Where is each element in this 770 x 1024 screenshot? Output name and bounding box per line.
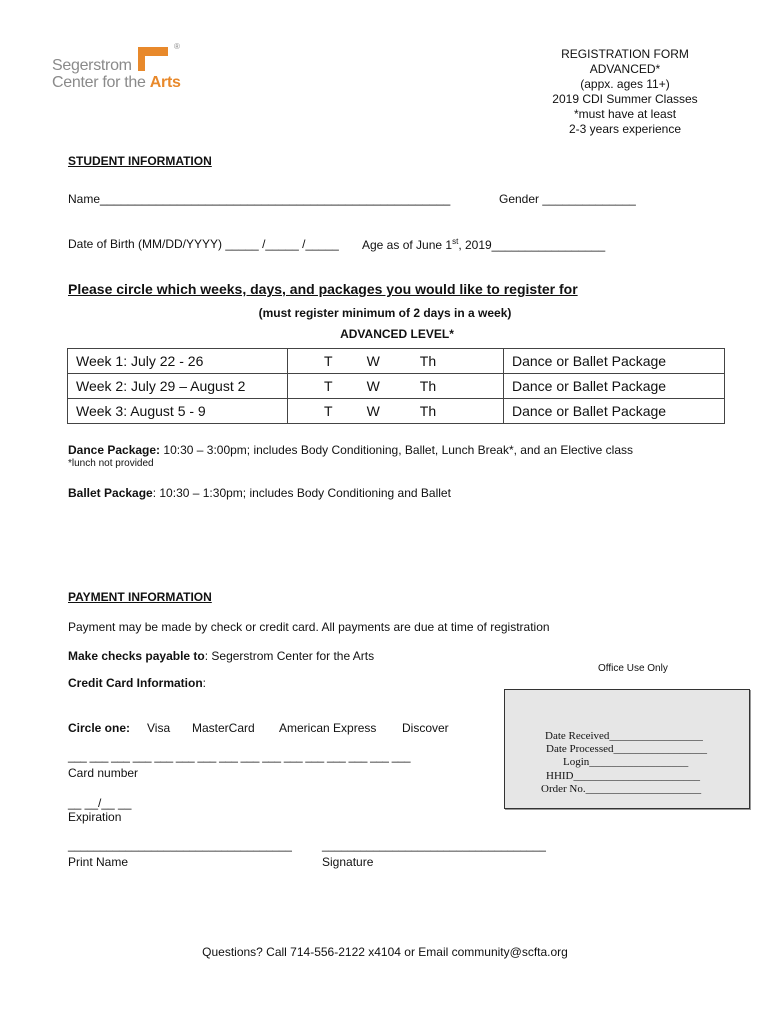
form-header [525,47,725,137]
package-cell[interactable]: Dance or Ballet Package [504,349,725,374]
dance-package-desc [68,443,633,457]
day-option[interactable]: T [324,353,333,369]
office-line: Order No._____________________ [541,783,702,795]
week-cell[interactable]: Week 2: July 29 – August 2 [68,374,288,399]
logo-line1: Segerstrom [52,57,132,74]
checks-text: : Segerstrom Center for the Arts [204,649,375,663]
week-cell[interactable]: Week 3: August 5 - 9 [68,399,288,424]
day-option[interactable]: W [366,353,380,369]
day-option[interactable]: Th [419,378,437,394]
office-use-box [504,689,750,809]
expiration-blanks[interactable]: __ __/__ __ [68,796,132,810]
circle-one-label: Circle one: [68,721,131,735]
week-cell[interactable]: Week 1: July 22 - 26 [68,349,288,374]
name-field[interactable] [68,192,450,206]
logo-registered-mark: ® [174,42,180,51]
header-line: 2019 CDI Summer Classes [552,92,698,106]
day-option[interactable]: W [366,403,380,419]
header-line: ADVANCED* [589,62,661,76]
card-type-row [68,721,449,735]
gender-field[interactable]: Gender ______________ [499,192,636,206]
print-name-label: Print Name [68,855,129,869]
name-label: Name [68,192,101,206]
day-option[interactable]: T [324,403,333,419]
card-option-mastercard[interactable]: MasterCard [192,721,255,735]
header-line: 2-3 years experience [568,122,682,136]
office-line: Date Processed_________________ [546,743,708,755]
day-option[interactable]: Th [419,353,437,369]
header-line: *must have at least [573,107,677,121]
cc-label: Credit Card Information [68,676,203,690]
cc-colon: : [202,676,207,690]
package-cell[interactable]: Dance or Ballet Package [504,374,725,399]
logo-line2-text: Center for the [52,74,150,91]
ballet-package-text: : 10:30 – 1:30pm; includes Body Conditioning and Ballet [152,486,451,500]
signature-line[interactable]: ___________________________________ [322,840,546,852]
register-heading: Please circle which weeks, days, and packages you would like to register for [68,281,578,297]
dance-package-label: Dance Package: [68,443,161,457]
payment-note: Payment may be made by check or credit card. All payments are due at time of registration [68,620,550,634]
table-row [68,399,725,424]
logo [52,44,187,90]
dance-package-text: 10:30 – 3:00pm; includes Body Conditioning, Ballet, Lunch Break*, and an Elective class [160,443,634,457]
header-line: (appx. ages 11+) [580,77,670,91]
dob-field[interactable]: Date of Birth (MM/DD/YYYY) _____ /_____ /_____ [68,237,339,251]
card-number-label: Card number [68,766,139,780]
weeks-table [67,348,725,424]
day-option[interactable]: T [324,378,333,394]
ballet-package-desc [68,486,451,500]
day-option[interactable]: W [366,378,380,394]
office-line: Login__________________ [563,756,689,768]
office-line: Date Received_________________ [545,730,703,742]
checks-payable [68,649,374,663]
checks-label: Make checks payable to [68,649,205,663]
print-name-line[interactable]: ___________________________________ [68,840,292,852]
payment-info-heading: PAYMENT INFORMATION [68,590,212,604]
card-option-discover[interactable]: Discover [402,721,449,735]
age-field[interactable] [362,237,605,252]
header-line: REGISTRATION FORM [561,47,689,61]
card-option-amex[interactable]: American Express [279,721,377,735]
signature-label: Signature [322,855,374,869]
lunch-note: *lunch not provided [68,458,154,469]
logo-line2 [52,73,181,92]
register-subheading: (must register minimum of 2 days in a week) [258,306,512,320]
footer-contact: Questions? Call 714-556-2122 x4104 or Email community@scfta.org [202,945,568,959]
table-row [68,349,725,374]
logo-mark-icon [138,44,178,74]
ballet-package-label: Ballet Package [68,486,153,500]
age-sup: st [452,237,459,246]
office-use-title: Office Use Only [598,663,668,674]
package-cell[interactable]: Dance or Ballet Package [504,399,725,424]
days-cell [288,349,504,374]
age-label: Age as of June 1 [362,238,453,252]
expiration-label: Expiration [68,810,122,824]
days-cell [288,374,504,399]
card-number-blanks[interactable]: ___ ___ ___ ___ ___ ___ ___ ___ ___ ___ ___ ___ ___ ___ ___ ___ [68,751,411,763]
logo-arts-text: Arts [149,74,181,91]
office-line: HHID_______________________ [546,770,700,782]
card-option-visa[interactable]: Visa [147,721,171,735]
credit-card-heading [68,676,206,690]
age-blank[interactable]: , 2019_________________ [458,238,606,252]
level-label: ADVANCED LEVEL* [340,327,454,341]
table-row [68,374,725,399]
days-cell [288,399,504,424]
student-info-heading: STUDENT INFORMATION [68,154,212,168]
name-blank[interactable]: __________________________________________________ [100,192,451,206]
day-option[interactable]: Th [419,403,437,419]
